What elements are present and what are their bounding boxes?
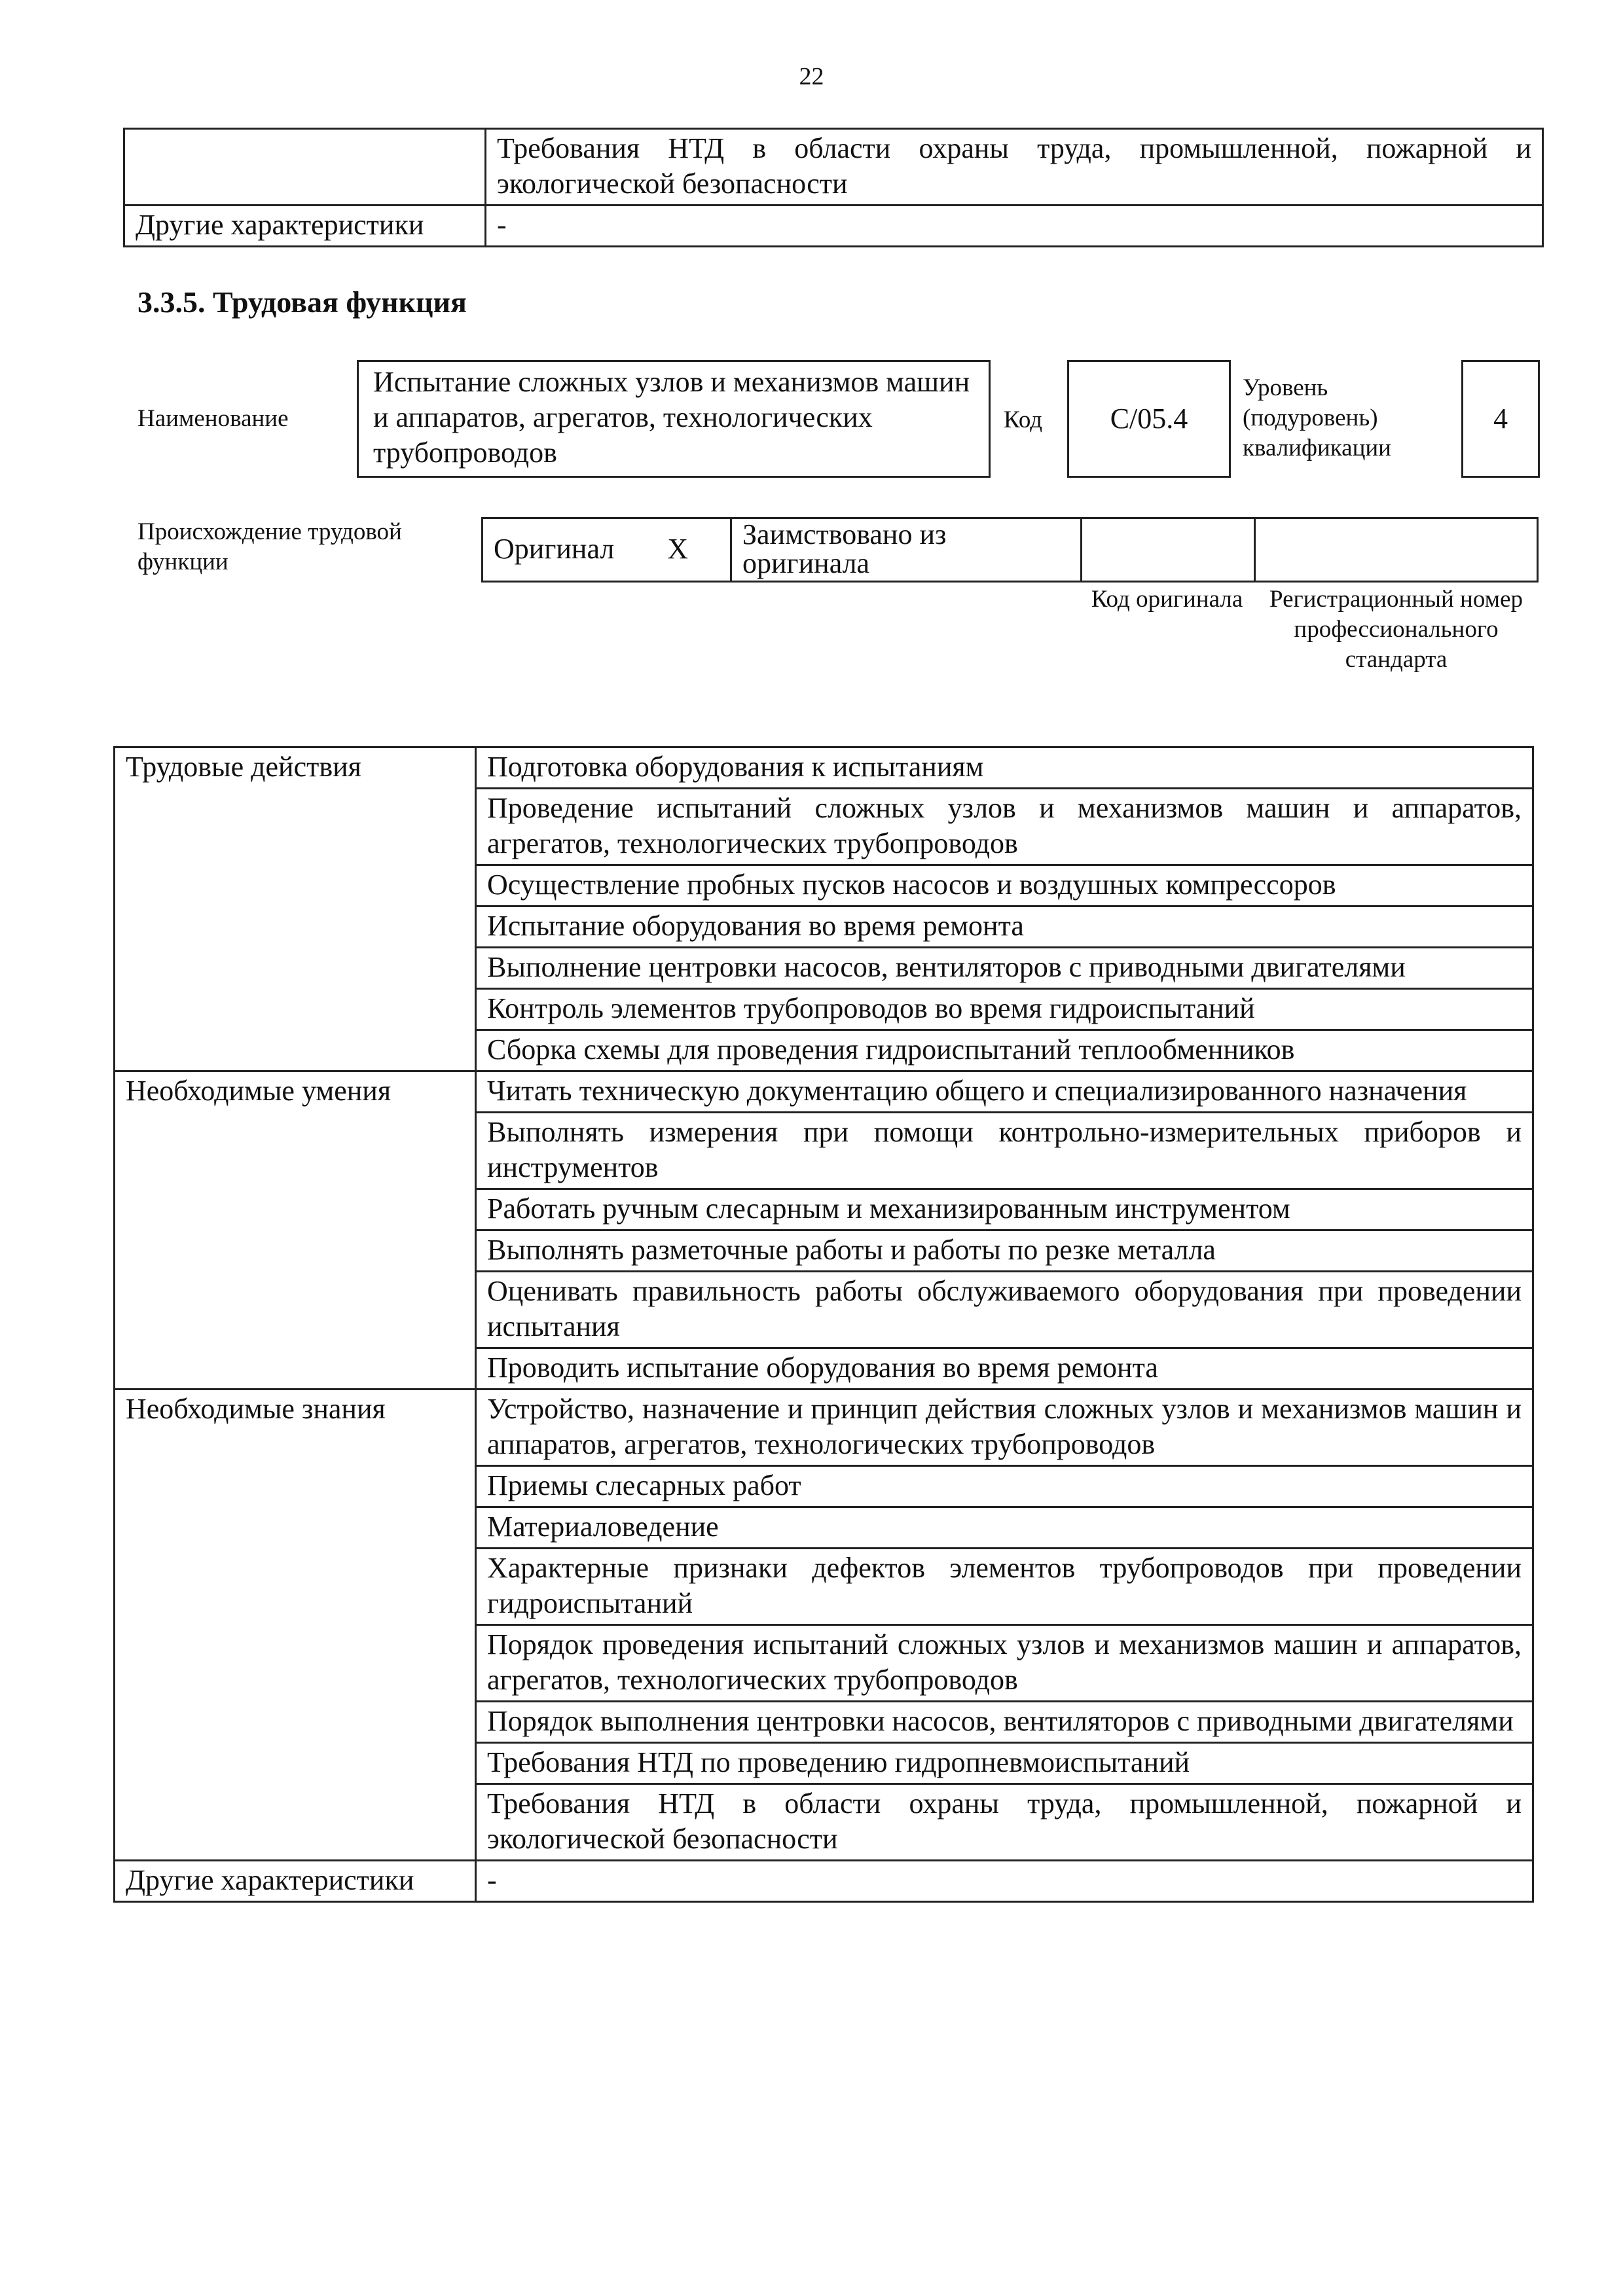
other-label: Другие характеристики xyxy=(115,1861,476,1902)
knowledge-item: Требования НТД по проведению гидропневмоиспытаний xyxy=(476,1743,1533,1784)
table-row xyxy=(115,1861,1533,1902)
labor-action-item: Сборка схемы для проведения гидроиспытаний теплообменников xyxy=(476,1030,1533,1071)
skill-item: Выполнять разметочные работы и работы по резке металла xyxy=(476,1230,1533,1272)
original-label: Оригинал xyxy=(494,533,615,565)
knowledge-item: Требования НТД в области охраны труда, промышленной, пожарной и экологической безопасности xyxy=(476,1784,1533,1861)
name-value-box xyxy=(357,360,991,478)
table-row xyxy=(124,206,1543,247)
skill-item: Оценивать правильность работы обслуживаемого оборудования при проведении испытания xyxy=(476,1272,1533,1348)
table-row xyxy=(115,1390,1533,1466)
table-row xyxy=(115,747,1533,789)
level-box xyxy=(1461,360,1540,478)
function-name: Испытание сложных узлов и механизмов машин и аппаратов, агрегатов, технологических трубопроводов xyxy=(373,366,970,469)
table-cell: Требования НТД в области охраны труда, промышленной, пожарной и экологической безопасности xyxy=(486,129,1543,206)
skill-item: Работать ручным слесарным и механизированным инструментом xyxy=(476,1189,1533,1230)
main-table xyxy=(113,746,1534,1903)
origin-table xyxy=(481,517,1539,583)
borrowed-label: Заимствовано из оригинала xyxy=(731,518,1082,582)
table-row xyxy=(483,518,1538,582)
code-value: С/05.4 xyxy=(1110,403,1188,435)
skill-item: Выполнять измерения при помощи контрольно-измерительных приборов и инструментов xyxy=(476,1113,1533,1189)
knowledge-item: Порядок проведения испытаний сложных узлов и механизмов машин и аппаратов, агрегатов, технологических трубопроводов xyxy=(476,1625,1533,1702)
page-number: 22 xyxy=(799,63,824,90)
labor-action-item: Осуществление пробных пусков насосов и воздушных компрессоров xyxy=(476,865,1533,906)
labor-action-item: Контроль элементов трубопроводов во время гидроиспытаний xyxy=(476,989,1533,1030)
top-table xyxy=(123,128,1544,247)
skills-label: Необходимые умения xyxy=(115,1071,476,1390)
knowledge-label: Необходимые знания xyxy=(115,1390,476,1861)
skill-item: Читать техническую документацию общего и специализированного назначения xyxy=(476,1071,1533,1113)
reg-number-cell xyxy=(1255,518,1538,582)
code-box xyxy=(1067,360,1231,478)
empty-cell xyxy=(124,129,486,206)
code-original-label: Код оригинала xyxy=(1091,586,1243,613)
table-row xyxy=(115,1071,1533,1113)
knowledge-item: Устройство, назначение и принцип действия сложных узлов и механизмов машин и аппаратов, агрегатов, технологических трубопроводов xyxy=(476,1390,1533,1466)
labor-action-item: Испытание оборудования во время ремонта xyxy=(476,906,1533,948)
knowledge-item: Порядок выполнения центровки насосов, вентиляторов с приводными двигателями xyxy=(476,1702,1533,1743)
labor-actions-label: Трудовые действия xyxy=(115,747,476,1071)
original-mark: X xyxy=(667,533,689,565)
code-original-cell xyxy=(1082,518,1255,582)
table-cell: - xyxy=(486,206,1543,247)
labor-action-item: Проведение испытаний сложных узлов и механизмов машин и аппаратов, агрегатов, технологических трубопроводов xyxy=(476,789,1533,865)
knowledge-item: Материаловедение xyxy=(476,1507,1533,1549)
other-value: - xyxy=(476,1861,1533,1902)
reg-number-label: Регистрационный номер профессионального стандарта xyxy=(1269,586,1523,673)
name-label: Наименование xyxy=(137,405,289,432)
skill-item: Проводить испытание оборудования во время ремонта xyxy=(476,1348,1533,1390)
labor-action-item: Выполнение центровки насосов, вентиляторов с приводными двигателями xyxy=(476,948,1533,989)
row-label: Другие характеристики xyxy=(124,206,486,247)
code-label: Код xyxy=(1004,406,1043,433)
original-cell xyxy=(483,518,731,582)
section-title: 3.3.5. Трудовая функция xyxy=(137,285,467,319)
origin-label: Происхождение трудовой функции xyxy=(137,518,402,575)
knowledge-item: Приемы слесарных работ xyxy=(476,1466,1533,1507)
knowledge-item: Характерные признаки дефектов элементов трубопроводов при проведении гидроиспытаний xyxy=(476,1549,1533,1625)
table-row xyxy=(124,129,1543,206)
level-value: 4 xyxy=(1493,403,1508,435)
labor-action-item: Подготовка оборудования к испытаниям xyxy=(476,747,1533,789)
level-label: Уровень (подуровень) квалификации xyxy=(1243,374,1391,461)
